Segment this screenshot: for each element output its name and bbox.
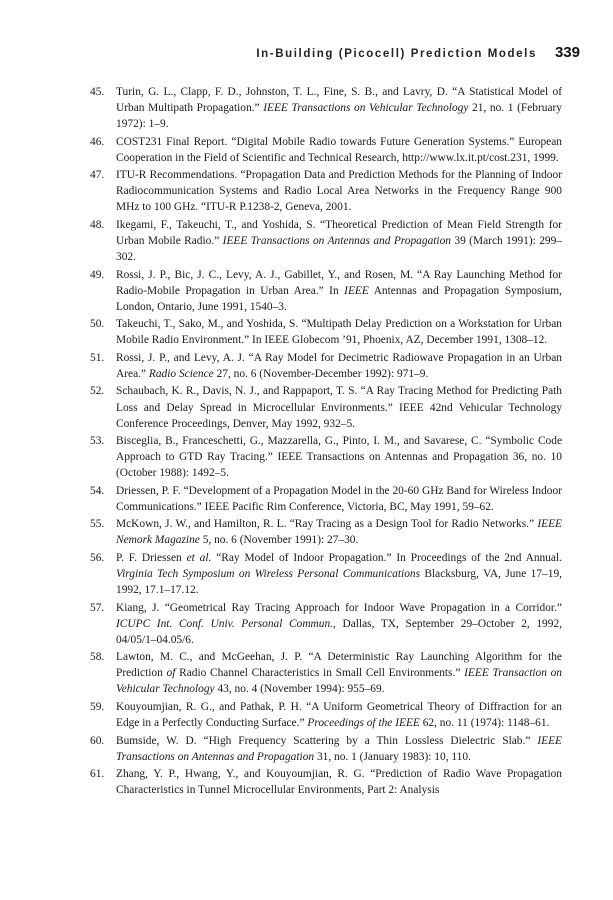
reference-number: 46. xyxy=(90,135,105,148)
reference-text xyxy=(116,651,562,695)
reference-text-run: McKown, J. W., and Hamilton, R. L. “Ray Tracing as a Design Tool for Radio Networks.” xyxy=(116,518,538,531)
reference-text xyxy=(116,435,562,479)
reference-entry xyxy=(90,267,562,315)
reference-text-run: 21, no. 1 (February 1972): 1–9. xyxy=(116,102,562,131)
reference-text-run: Antennas and Propagation Symposium, London, Ontario, June 1991, 1540–3. xyxy=(116,284,562,313)
reference-number: 51. xyxy=(90,351,105,364)
reference-text-run: Takeuchi, T., Sako, M., and Yoshida, S. “Multipath Delay Prediction on a Workstation for Urban Mobile Radio Environment.” In IEEE Globecom ’91, Phoenix, AZ, December 1991, 1308–12. xyxy=(116,318,562,347)
reference-text xyxy=(116,169,562,213)
reference-italic-title: Radio Science xyxy=(148,367,214,380)
reference-text-run: Rossi, J. P., and Levy, A. J. “A Ray Model for Decimetric Radiowave Propagation in an Urban Area.” xyxy=(116,351,562,380)
reference-text-run: Driessen, P. F. “Development of a Propagation Model in the 20-60 GHz Band for Wireless Indoor Communications.” IEEE Pacific Rim Conference, Victoria, BC, May 1991, 59–62. xyxy=(116,484,562,513)
reference-number: 45. xyxy=(90,86,105,98)
reference-text-run: “Ray Model of Indoor Propagation.” In Proceedings of the 2nd Annual. xyxy=(211,551,562,564)
reference-entry xyxy=(90,433,562,481)
reference-italic-title: IEEE Transaction on Vehicular Technology xyxy=(116,667,563,696)
reference-number: 58. xyxy=(90,651,105,664)
reference-entry xyxy=(90,600,562,648)
reference-entry xyxy=(90,217,562,265)
reference-number: 59. xyxy=(90,700,105,713)
reference-entry xyxy=(90,383,562,431)
reference-number: 55. xyxy=(90,518,105,531)
reference-text-run: Turin, G. L., Clapp, F. D., Johnston, T. L., Fine, S. B., and Lavry, D. “A Statistical Model of Urban Multipath Propagation.” xyxy=(116,86,562,115)
reference-entry xyxy=(90,350,562,382)
reference-text xyxy=(116,385,562,429)
reference-number: 57. xyxy=(90,601,105,614)
reference-entry xyxy=(90,134,562,166)
reference-italic-title: Virginia Tech Symposium on Wireless Personal Communications xyxy=(116,568,421,581)
reference-text-run: 62, no. 11 (1974): 1148–61. xyxy=(419,717,550,730)
reference-text-run: 27, no. 6 (November-December 1992): 971–9. xyxy=(213,367,429,380)
running-head xyxy=(0,44,580,64)
reference-text-run: P. F. Driessen xyxy=(116,551,187,564)
reference-text-run: Bisceglia, B., Franceschetti, G., Mazzarella, G., Pinto, I. M., and Savarese, C. “Symbolic Code Approach to GTD Ray Tracing.” IEEE Transactions on Antennas and Propagation 36, no. 10 (October 1988): 1492–5. xyxy=(116,435,562,480)
reference-text xyxy=(116,602,562,646)
reference-text xyxy=(116,518,562,546)
reference-text xyxy=(116,735,562,763)
reference-number: 53. xyxy=(90,435,105,448)
reference-entry xyxy=(90,167,562,215)
reference-number: 61. xyxy=(90,768,105,781)
reference-text-run: 5, no. 6 (November 1991): 27–30. xyxy=(199,534,359,547)
reference-text-run: Ikegami, F., Takeuchi, T., and Yoshida, S. “Theoretical Prediction of Mean Field Strength for Urban Mobile Radio.” xyxy=(116,218,562,248)
reference-text-run: 43, no. 4 (November 1994): 955–69. xyxy=(214,683,385,696)
reference-number: 49. xyxy=(90,268,105,281)
reference-number: 60. xyxy=(90,734,105,747)
reference-text-run: Lawton, M. C., and McGeehan, J. P. “A Deterministic Ray Launching Algorithm for the Prediction xyxy=(116,651,562,680)
reference-text-run: Bumside, W. D. “High Frequency Scattering by a Thin Lossless Dielectric Slab.” xyxy=(116,734,538,747)
reference-italic-title: IEEE Transactions on Antennas and Propagation xyxy=(116,734,562,763)
reference-text-run: Zhang, Y. P., Hwang, Y., and Kouyoumjian, R. G. “Prediction of Radio Wave Propagation Characteristics in Tunnel Microcellular Environments, Part 2: Analysis xyxy=(116,768,562,797)
reference-text-run: COST231 Final Report. “Digital Mobile Radio towards Future Generation Systems.” European Cooperation in the Field of Scientific and Technical Research, http://www.lx.it.pt/cost.231, 1999. xyxy=(116,135,562,164)
reference-italic-title: et al. xyxy=(186,551,212,564)
reference-entry xyxy=(90,766,562,798)
reference-italic-title: IEEE Nemork Magazine xyxy=(116,518,562,547)
reference-text-run: Schaubach, K. R., Davis, N. J., and Rappaport, T. S. “A Ray Tracing Method for Predicting Path Loss and Delay Spread in Microcellular Environments.” IEEE 42nd Vehicular Technology Conference Proceedings, Denver, May 1992, 932–5. xyxy=(116,385,562,430)
reference-text xyxy=(116,86,562,130)
reference-italic-title: ICUPC Int. Conf. Univ. Personal Commun. xyxy=(116,617,334,630)
reference-entry xyxy=(90,699,562,731)
reference-text xyxy=(116,485,562,513)
reference-text xyxy=(116,136,562,164)
reference-text-run: 31, no. 1 (January 1983): 10, 110. xyxy=(314,750,471,763)
reference-italic-title: Proceedings of the IEEE xyxy=(307,717,420,730)
reference-entry xyxy=(90,516,562,548)
reference-text xyxy=(116,701,562,729)
reference-text xyxy=(116,552,562,596)
reference-italic-title: IEEE xyxy=(344,284,369,297)
reference-number: 50. xyxy=(90,318,105,331)
reference-number: 54. xyxy=(90,484,105,497)
reference-entry xyxy=(90,84,562,132)
reference-entry xyxy=(90,483,562,515)
reference-text xyxy=(116,219,562,263)
reference-text-run: Kouyoumjian, R. G., and Pathak, P. H. “A Uniform Geometrical Theory of Diffraction for an Edge in a Perfectly Conducting Surface.” xyxy=(116,700,562,730)
reference-number: 47. xyxy=(90,169,105,182)
reference-text-run: Radio Channel Characteristics in Small Cell Environments.” xyxy=(175,667,465,680)
reference-text-run: 39 (March 1991): 299–302. xyxy=(116,235,562,264)
reference-text xyxy=(116,269,562,313)
page-number: 339 xyxy=(554,44,580,61)
running-title: In-Building (Picocell) Prediction Models xyxy=(256,48,537,60)
reference-entry xyxy=(90,550,562,598)
reference-list xyxy=(90,84,562,800)
reference-italic-title: IEEE Transactions on Antennas and Propagation xyxy=(222,235,451,248)
reference-italic-title: IEEE Transactions on Vehicular Technology xyxy=(263,102,469,115)
reference-text-run: ITU-R Recommendations. “Propagation Data and Prediction Methods for the Planning of Indoor Radiocommunication Systems and Radio Local Area Networks in the Frequency Range 900 MHz to 100 GHz. “ITU-R P.1238-2, Geneva, 2001. xyxy=(116,169,562,214)
reference-number: 52. xyxy=(90,385,105,398)
reference-entry xyxy=(90,733,562,765)
reference-number: 56. xyxy=(90,551,105,564)
reference-italic-title: of xyxy=(166,667,176,680)
reference-entry xyxy=(90,316,562,348)
reference-entry xyxy=(90,649,562,697)
reference-text xyxy=(116,352,562,380)
reference-text xyxy=(116,318,562,346)
reference-text xyxy=(116,768,562,796)
reference-text-run: , Dallas, TX, September 29–October 2, 1992, 04/05/1–04.05/6. xyxy=(116,617,562,646)
reference-text-run: Kiang, J. “Geometrical Ray Tracing Approach for Indoor Wave Propagation in a Corridor.” xyxy=(116,601,562,614)
reference-number: 48. xyxy=(90,218,105,231)
reference-text-run: Rossi, J. P., Bic, J. C., Levy, A. J., Gabillet, Y., and Rosen, M. “A Ray Launching Method for Radio-Mobile Propagation in Urban Area.” In xyxy=(116,268,562,297)
reference-text-run: Blacksburg, VA, June 17–19, 1992, 17.1–17.12. xyxy=(116,568,562,597)
